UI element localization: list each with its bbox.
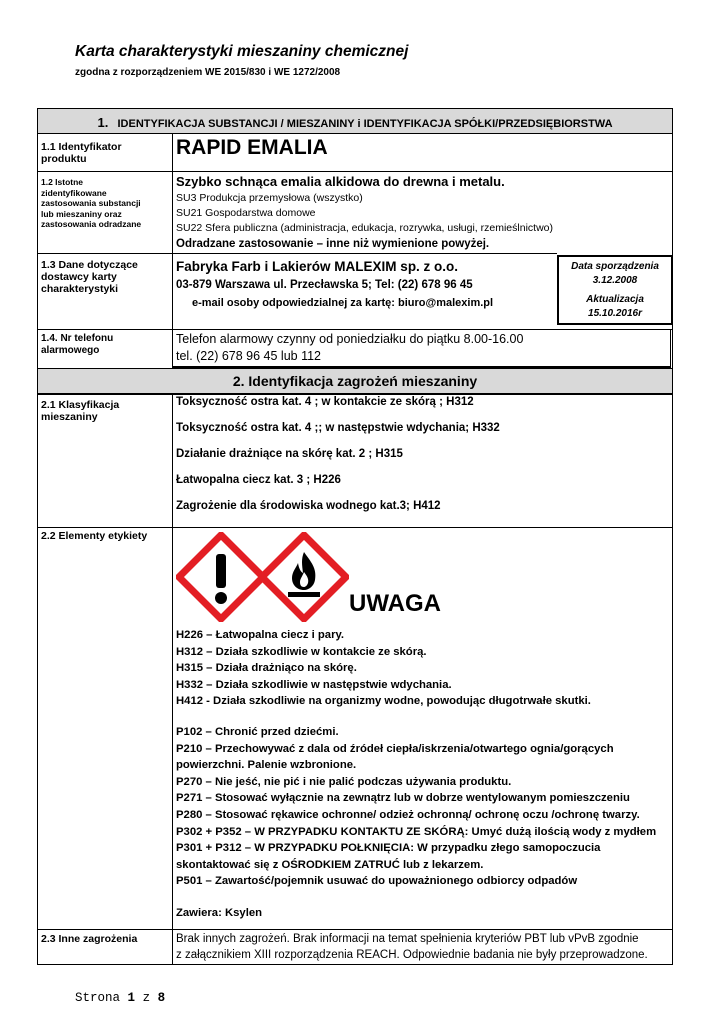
classification-item: Zagrożenie dla środowiska wodnego kat.3; H412 bbox=[176, 500, 441, 512]
classification-item: Toksyczność ostra kat. 4 ; w kontakcie ze skórą ; H312 bbox=[176, 396, 474, 408]
phone-line-2: tel. (22) 678 96 45 lub 112 bbox=[176, 349, 322, 363]
document-subtitle: zgodna z rozporządzeniem WE 2015/830 i WE 1272/2008 bbox=[75, 67, 341, 78]
date-value: 3.12.2008 bbox=[592, 274, 638, 286]
label-1-3: 1.3 Dane dotyczące dostawcy karty charakterystyki bbox=[41, 259, 138, 295]
label-1-1: 1.1 Identyfikator produktu bbox=[41, 141, 122, 165]
section-1-title: IDENTYFIKACJA SUBSTANCJI / MIESZANINY i IDENTYFIKACJA SPÓŁKI/PRZEDSIĘBIORSTWA bbox=[117, 118, 613, 130]
page-total: 8 bbox=[157, 991, 166, 1005]
date-box bbox=[557, 255, 673, 325]
phone-line-1: Telefon alarmowy czynny od poniedziałku do piątku 8.00-16.00 bbox=[176, 332, 524, 346]
h-statements bbox=[176, 627, 670, 710]
section-2-heading: 2. Identyfikacja zagrożeń mieszaniny bbox=[37, 368, 673, 394]
page-number: 1 bbox=[127, 991, 136, 1005]
section-1-number: 1. bbox=[97, 115, 109, 130]
of-word: z bbox=[142, 991, 151, 1005]
label-2-2: 2.2 Elementy etykiety bbox=[41, 530, 148, 542]
h-statement: H412 - Działa szkodliwie na organizmy wodne, powodując długotrwałe skutki. bbox=[176, 695, 591, 708]
label-2-1: 2.1 Klasyfikacja mieszaniny bbox=[41, 399, 120, 423]
use-discouraged: Odradzane zastosowanie – inne niż wymienione powyżej. bbox=[176, 238, 490, 250]
other-hazards: Brak innych zagrożeń. Brak informacji na temat spełnienia kryteriów PBT lub vPvB zgodnie z załącznikiem XIII rozporządzenia REACH. Odpowiednie badania nie były przeprowadzone. bbox=[176, 933, 648, 961]
uses-block bbox=[176, 173, 666, 253]
date-label: Data sporządzenia bbox=[571, 261, 659, 272]
exclamation-mark-icon bbox=[176, 532, 266, 622]
p-statements bbox=[176, 724, 670, 890]
company-name: Fabryka Farb i Lakierów MALEXIM sp. z o.o. bbox=[176, 259, 459, 274]
document-title: Karta charakterystyki mieszaniny chemicznej bbox=[75, 43, 409, 60]
update-value: 15.10.2016r bbox=[588, 307, 642, 319]
classification-item: Łatwopalna ciecz kat. 3 ; H226 bbox=[176, 474, 341, 486]
signal-word: UWAGA bbox=[349, 590, 441, 617]
classification-item: Działanie drażniące na skórę kat. 2 ; H315 bbox=[176, 448, 403, 460]
h-statement: H315 – Działa drażniąco na skórę. bbox=[176, 662, 357, 675]
label-1-4: 1.4. Nr telefonu alarmowego bbox=[41, 333, 114, 356]
section-1-heading bbox=[37, 108, 673, 134]
company-email: e-mail osoby odpowiedzialnej za kartę: biuro@malexim.pl bbox=[192, 297, 494, 309]
product-name: RAPID EMALIA bbox=[176, 136, 328, 159]
p-statement: P210 – Przechowywać z dala od źródeł ciepła/iskrzenia/otwartego ognia/gorących bbox=[176, 742, 614, 755]
label-1-2: 1.2 Istotne zidentyfikowane zastosowania substancji lub mieszaniny oraz zastosowania odradzane bbox=[41, 177, 142, 229]
p-statement: P102 – Chronić przed dziećmi. bbox=[176, 726, 339, 738]
p-statement: skontaktować się z OŚRODKIEM ZATRUĆ lub z lekarzem. bbox=[176, 858, 484, 871]
phone-block bbox=[176, 331, 523, 365]
p-statement: P270 – Nie jeść, nie pić i nie palić podczas używania produktu. bbox=[176, 775, 512, 788]
label-2-3: 2.3 Inne zagrożenia bbox=[41, 933, 138, 945]
classification-item: Toksyczność ostra kat. 4 ;; w następstwie wdychania; H332 bbox=[176, 422, 500, 434]
p-statement: P271 – Stosować wyłącznie na zewnątrz lub w dobrze wentylowanym pomieszczeniu bbox=[176, 792, 630, 805]
flame-icon bbox=[259, 532, 349, 622]
h-statement: H312 – Działa szkodliwie w kontakcie ze skórą. bbox=[176, 645, 427, 658]
page-footer bbox=[75, 991, 165, 1005]
use-su22: SU22 Sfera publiczna (administracja, edukacja, rozrywka, usługi, rzemieślnictwo) bbox=[176, 222, 553, 234]
p-statement: P501 – Zawartość/pojemnik usuwać do upoważnionego odbiorcy odpadów bbox=[176, 875, 578, 888]
p-statement: P280 – Stosować rękawice ochronne/ odzież ochronną/ ochronę oczu /ochronę twarzy. bbox=[176, 808, 640, 821]
p-statement: P301 + P312 – W PRZYPADKU POŁKNIĘCIA: W przypadku złego samopoczucia bbox=[176, 842, 601, 855]
contains-line: Zawiera: Ksylen bbox=[176, 907, 263, 919]
use-su21: SU21 Gospodarstwa domowe bbox=[176, 207, 316, 219]
p-statement: P302 + P352 – W PRZYPADKU KONTAKTU ZE SKÓRĄ: Umyć dużą ilością wody z mydłem bbox=[176, 825, 657, 838]
h-statement: H226 – Łatwopalna ciecz i pary. bbox=[176, 629, 345, 641]
use-su3: SU3 Produkcja przemysłowa (wszystko) bbox=[176, 192, 363, 204]
p-statement: powierzchni. Palenie wzbronione. bbox=[176, 759, 357, 772]
use-main: Szybko schnąca emalia alkidowa do drewna i metalu. bbox=[176, 174, 505, 189]
h-statement: H332 – Działa szkodliwie w następstwie wdychania. bbox=[176, 678, 452, 691]
page-word: Strona bbox=[75, 991, 121, 1005]
classification-list bbox=[176, 396, 500, 526]
update-label: Aktualizacja bbox=[586, 294, 644, 305]
company-address: 03-879 Warszawa ul. Przecławska 5; Tel: (22) 678 96 45 bbox=[176, 279, 473, 291]
